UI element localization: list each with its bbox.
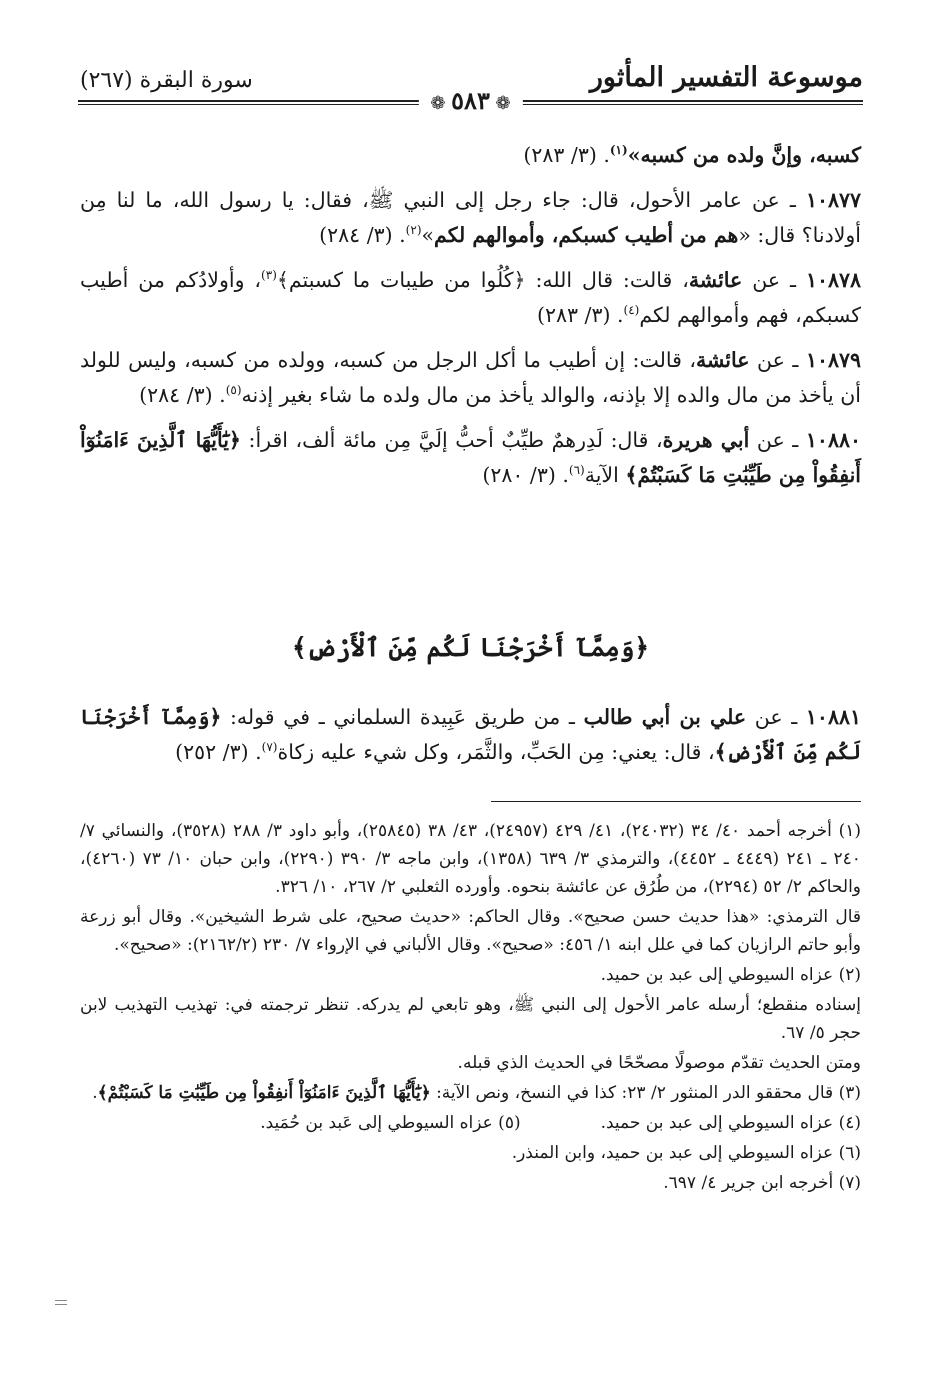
hadith-10878: ١٠٨٧٨ ـ عن عائشة، قالت: قال الله: ﴿كُلُوا من طيبات ما كسبتم﴾$^{(٣)}$، وأولادُكم من أطيب كسبكم، فهم وأموالهم لكم$^{(٤)}$. (٣/ ٢٨٣) xyxy=(80,268,861,327)
hadith-10881: ١٠٨٨١ ـ عن علي بن أبي طالب ـ من طريق عَبِيدة السلماني ـ في قوله: ﴿وَمِمَّآ أَخْرَجْنَا لَكُم مِّنَ ٱلْأَرْضِ﴾، قال: يعني: مِن الحَبِّ، والثَّمَر، وكل شيء عليه زكاة$^{(٧)}$. (٣/ ٢٥٢) xyxy=(80,705,861,764)
narrator-name: علي بن أبي طالب xyxy=(583,705,747,729)
footnote-marker: (٣) xyxy=(261,268,277,283)
volume-ref: . (٣/ ٢٨٤) xyxy=(139,383,226,407)
margin-mark xyxy=(55,1300,67,1301)
volume-ref: . (٣/ ٢٥٢) xyxy=(175,740,262,764)
page-number xyxy=(418,86,522,115)
footnote-marker: (٢) xyxy=(405,223,422,238)
footnote-marker: (٦) xyxy=(568,463,585,478)
hadith-10879: ١٠٨٧٩ ـ عن عائشة، قالت: إن أطيب ما أكل الرجل من كسبه، وولده من كسبه، وليس للولد أن يأخذ من مال والده إلا بإذنه، والوالد يأخذ من مال ولده ما شاء بغير إذنه$^{(٥)}$. (٣/ ٢٨٤) xyxy=(80,348,861,407)
verse-heading: ﴿وَمِمَّآ أَخْرَجْنَا لَكُم مِّنَ ٱلْأَرْضِ﴾ xyxy=(291,633,650,662)
footnote-marker: (٧) xyxy=(261,740,278,755)
quran-verse: ﴿يَٰٓأَيُّهَا ٱلَّذِينَ ءَامَنُوٓاْ أَنفِقُواْ مِن طَيِّبَٰتِ مَا كَسَبْتُمْ﴾ xyxy=(97,1083,431,1103)
footnote-6: (٦) عزاه السيوطي إلى عبد بن حميد، وابن المنذر. xyxy=(511,1143,861,1163)
volume-ref: . (٣/ ٢٨٣) xyxy=(536,303,624,327)
footnotes xyxy=(80,817,861,1199)
footnote-1: (١) أخرجه أحمد ٤٠/ ٣٤ (٢٤٠٣٢)، ٤١/ ٤٢٩ (٢٤٩٥٧)، ٤٣/ ٣٨ (٢٥٨٤٥)، وأبو داود ٣/ ٢٨٨ (٣٥٢٨)، والنسائي ٧/ ٢٤٠ ـ ٢٤١ (٤٤٤٩ ـ ٤٤٥٢)، والترمذي ٣/ ٦٣٩ (١٣٥٨)، وابن ماجه ٣/ ٣٩٠ (٢٢٩٠)، وابن حبان ١٠/ ٧٣ (٤٢٦٠)، والحاكم ٢/ ٥٢ (٢٢٩٤)، من طُرُق عن عائشة بنحوه. وأورده الثعلبي ٢/ ٢٦٧، ١٠/ ٣٢٦. xyxy=(80,821,862,897)
ornament-icon: ❁ xyxy=(430,93,452,114)
footnote-2: (٢) عزاه السيوطي إلى عبد بن حميد. xyxy=(600,965,861,985)
hadith-number: ١٠٨٧٧ xyxy=(805,188,861,212)
main-text-continued xyxy=(80,700,861,780)
hadith-number: ١٠٨٨٠ xyxy=(805,428,861,452)
footnote-marker: (١) xyxy=(609,143,628,158)
book-title: موسوعة التفسير المأثور xyxy=(589,62,863,93)
ornament-icon: ❁ xyxy=(489,93,511,114)
hadith-number: ١٠٨٨١ xyxy=(805,705,861,729)
hadith-number: ١٠٨٧٩ xyxy=(805,348,861,372)
footnote-3: (٣) قال محققو الدر المنثور ٢/ ٢٣: كذا في النسخ، ونص الآية: ﴿يَٰٓأَيُّهَا ٱلَّذِينَ ءَامَنُوٓاْ أَنفِقُواْ مِن طَيِّبَٰتِ مَا كَسَبْتُمْ﴾. xyxy=(92,1083,861,1103)
narrator-name: عائشة xyxy=(696,348,750,372)
footnotes-4-5 xyxy=(80,1109,861,1137)
volume-ref: . (٣/ ٢٨٠) xyxy=(482,463,569,487)
volume-ref: . (٣/ ٢٨٣) xyxy=(523,143,610,167)
narrator-name: عائشة xyxy=(688,268,743,292)
quran-verse: ﴿وَمِمَّآ أَخْرَجْنَا لَكُم مِّنَ ٱلْأَرْضِ﴾ xyxy=(80,705,861,764)
footnote-4: (٤) عزاه السيوطي إلى عبد بن حميد. xyxy=(600,1113,861,1133)
footnote-2-note-b: ومتن الحديث تقدّم موصولًا مصحّحًا في الحديث الذي قبله. xyxy=(457,1053,861,1073)
surah-reference: سورة البقرة (٢٦٧) xyxy=(80,68,253,93)
main-text xyxy=(80,138,861,503)
narrator-name: أبي هريرة xyxy=(662,428,750,452)
footnote-7: (٧) أخرجه ابن جرير ٤/ ٦٩٧. xyxy=(663,1173,861,1193)
hadith-10877: ١٠٨٧٧ ـ عن عامر الأحول، قال: جاء رجل إلى النبي ﷺ، فقال: يا رسول الله، ما لنا مِن أولادنا؟ قال: «هم من أطيب كسبكم، وأموالهم لكم»$^{(٢)}$. (٣/ ٢٨٤) xyxy=(80,188,861,247)
paragraph-continuation: كسبه، وإنَّ ولده من كسبه»$^{(١)}$. (٣/ ٢٨٣) xyxy=(523,143,861,167)
quran-verse: ﴿يَٰٓأَيُّهَا ٱلَّذِينَ ءَامَنُوٓاْ أَنفِقُواْ مِن طَيِّبَٰتِ مَا كَسَبْتُمْ﴾ xyxy=(80,428,861,487)
margin-mark xyxy=(55,1304,67,1305)
footnote-separator xyxy=(491,801,861,802)
hadith-number: ١٠٨٧٨ xyxy=(805,268,861,292)
footnote-5: (٥) عزاه السيوطي إلى عَبد بن حُمَيد. xyxy=(260,1113,521,1133)
footnote-marker: (٥) xyxy=(225,383,242,398)
footnote-marker: (٤) xyxy=(623,303,640,318)
footnote-1-grading: قال الترمذي: «هذا حديث حسن صحيح». وقال الحاكم: «حديث صحيح، على شرط الشيخين». وقال أبو زرعة وأبو حاتم الرازيان كما في علل ابنه ١/ ٤٥٦: «صحيح». وقال الألباني في الإرواء ٧/ ٢٣٠ (٢١٦٢/٢): «صحيح». xyxy=(80,907,861,955)
hadith-10880: ١٠٨٨٠ ـ عن أبي هريرة، قال: لَدِرهمٌ طيِّبٌ أحبُّ إلَيَّ مِن مائة ألف، اقرأ: ﴿يَٰٓأَيُّهَا ٱلَّذِينَ ءَامَنُوٓاْ أَنفِقُواْ مِن طَيِّبَٰتِ مَا كَسَبْتُمْ﴾ الآية$^{(٦)}$. (٣/ ٢٨٠) xyxy=(80,428,861,487)
footnote-2-note: إسناده منقطع؛ أرسله عامر الأحول إلى النبي ﷺ، وهو تابعي لم يدركه. تنظر ترجمته في: تهذيب التهذيب لابن حجر ٥/ ٦٧. xyxy=(80,995,861,1043)
volume-ref: . (٣/ ٢٨٤) xyxy=(319,223,406,247)
page-number-value: ٥٨٣ xyxy=(451,86,490,115)
